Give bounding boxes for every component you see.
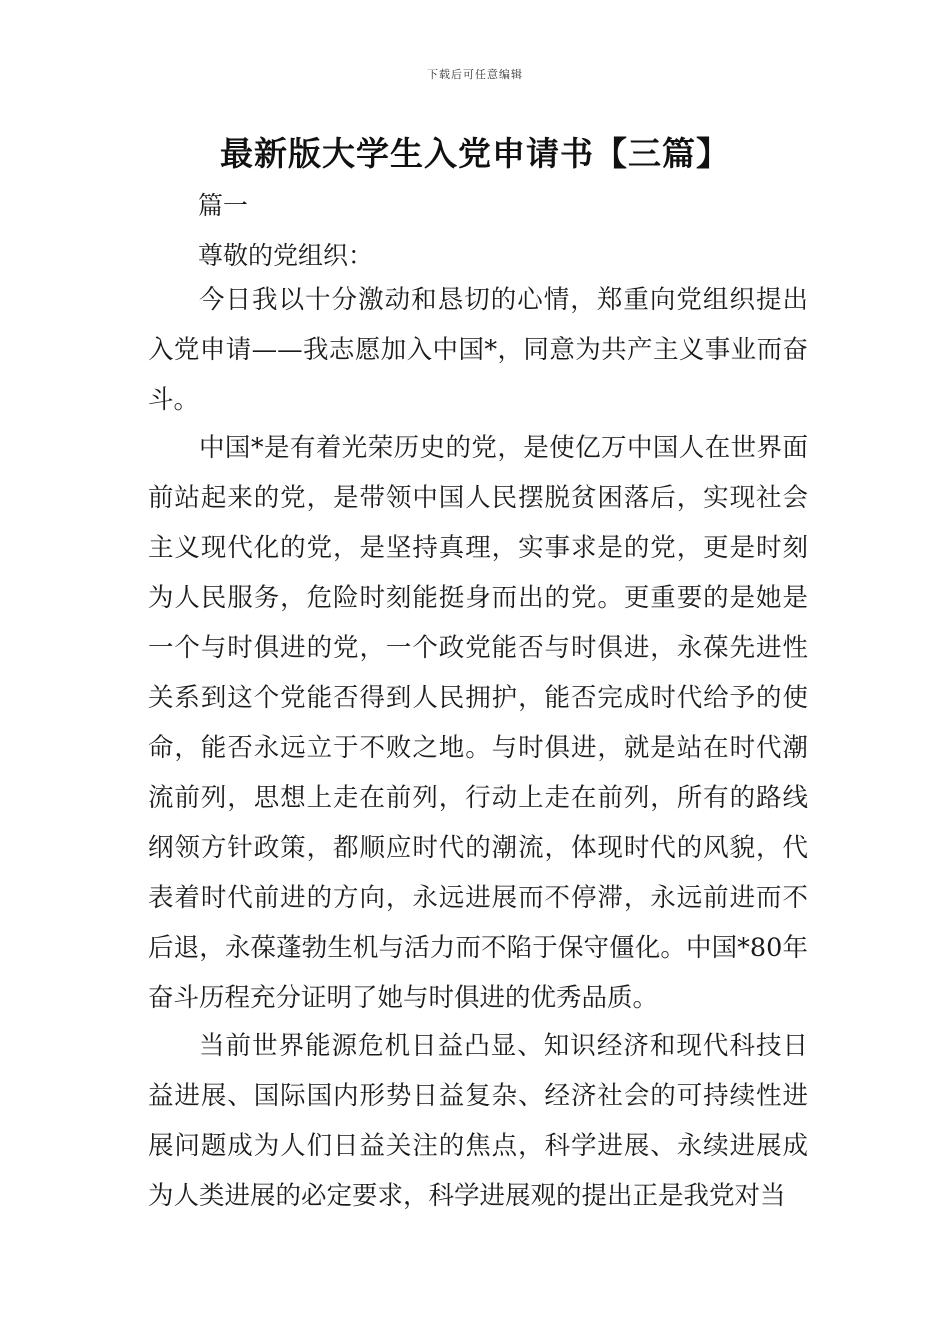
header-note: 下载后可任意编辑 xyxy=(427,68,523,81)
paragraph: 中国*是有着光荣历史的党，是使亿万中国人在世界面前站起来的党，是带领中国人民摆脱贫困落后，实现社会主义现代化的党，是坚持真理，实事求是的党，更是时刻为人民服务，危险时刻能挺身而出的党。更重要的是她是一个与时俱进的党，一个政党能否与时俱进，永葆先进性关系到这个党能否得到人民拥护，能否完成时代给予的使命，能否永远立于不败之地。与时俱进，就是站在时代潮流前列，思想上走在前列，行动上走在前列，所有的路线纲领方针政策，都顺应时代的潮流，体现时代的风貌，代表着时代前进的方向，永远进展而不停滞，永远前进而不后退，永葆蓬勃生机与活力而不陷于保守僵化。中国*80年奋斗历程充分证明了她与时俱进的优秀品质。 xyxy=(148,433,808,1013)
paragraph: 当前世界能源危机日益凸显、知识经济和现代科技日益进展、国际国内形势日益复杂、经济社会的可持续性进展问题成为人们日益关注的焦点，科学进展、永续进展成为人类进展的必定要求，科学进展观的提出正是我党对当 xyxy=(148,1031,808,1211)
document-title: 最新版大学生入党申请书【三篇】 xyxy=(220,134,730,173)
paragraph: 今日我以十分激动和恳切的心情，郑重向党组织提出入党申请——我志愿加入中国*，同意为共产主义事业而奋斗。 xyxy=(148,285,808,415)
section-label: 篇一 xyxy=(198,191,249,220)
salutation: 尊敬的党组织： xyxy=(198,241,374,270)
